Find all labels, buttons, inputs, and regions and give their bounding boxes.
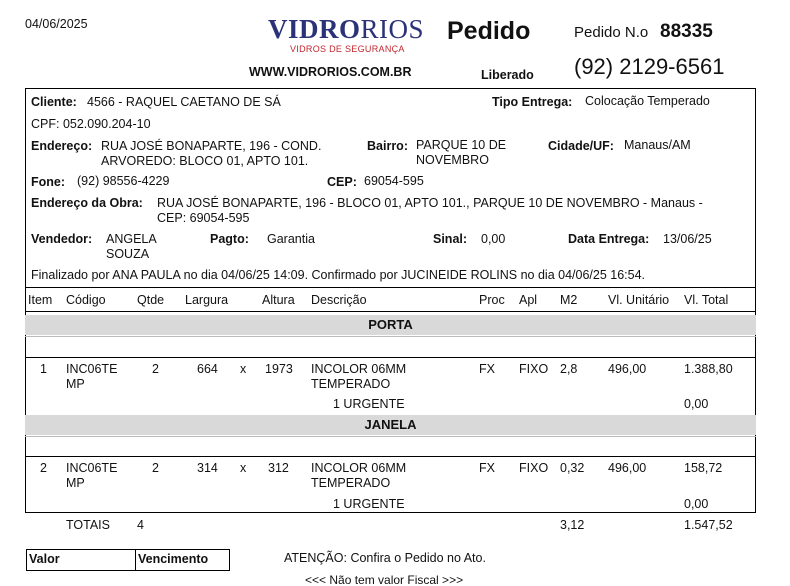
phone-label: Fone: <box>31 175 66 189</box>
row1-times: x <box>240 362 247 376</box>
print-date: 04/06/2025 <box>25 17 88 31</box>
city-value: Manaus/AM <box>624 138 691 152</box>
cep-label: CEP: <box>327 175 357 189</box>
row1-extra-total: 0,00 <box>684 397 709 411</box>
col-header-total: Vl. Total <box>684 293 729 307</box>
row1-width: 664 <box>197 362 218 376</box>
col-header-code: Código <box>66 293 106 307</box>
row2-application: FIXO <box>519 461 549 475</box>
col-header-height: Altura <box>262 293 295 307</box>
row2-extra-total: 0,00 <box>684 497 709 511</box>
delivery-type-value: Colocação Temperado <box>585 94 710 108</box>
group-header-janela: JANELA <box>25 415 756 435</box>
row2-unit-price: 496,00 <box>608 461 647 475</box>
totals-amount: 1.547,52 <box>684 518 733 532</box>
phone-value: (92) 98556-4229 <box>77 174 170 188</box>
row1-desc-line2: TEMPERADO <box>311 377 391 391</box>
deposit-label: Sinal: <box>433 232 468 246</box>
row1-extra-label: 1 URGENTE <box>333 397 405 411</box>
row2-extra-label: 1 URGENTE <box>333 497 405 511</box>
order-number-label: Pedido N.o <box>574 24 649 41</box>
finalized-info: Finalizado por ANA PAULA no dia 04/06/25 14:09. Confirmado por JUCINEIDE ROLINS no dia 04/06/25 16:54. <box>31 268 646 282</box>
row2-item: 2 <box>40 461 47 475</box>
logo-text-part1: VIDRO <box>268 14 361 44</box>
totals-divider <box>25 512 756 513</box>
value-box <box>26 549 136 571</box>
due-date-box <box>135 549 230 571</box>
row2-process: FX <box>479 461 495 475</box>
seller-label: Vendedor: <box>31 232 93 246</box>
cpf-text: CPF: 052.090.204-10 <box>31 117 151 131</box>
city-label: Cidade/UF: <box>548 139 614 153</box>
delivery-date-value: 13/06/25 <box>663 232 712 246</box>
client-label: Cliente: <box>31 95 77 109</box>
address-line2: ARVOREDO: BLOCO 01, APTO 101. <box>101 154 309 168</box>
col-header-qty: Qtde <box>137 293 165 307</box>
address-line1: RUA JOSÉ BONAPARTE, 196 - COND. <box>101 139 322 153</box>
row2-desc-line1: INCOLOR 06MM <box>311 461 407 475</box>
col-header-width: Largura <box>185 293 229 307</box>
seller-line2: SOUZA <box>106 247 150 261</box>
row2-qty: 2 <box>152 461 159 475</box>
row1-total: 1.388,80 <box>684 362 733 376</box>
district-line1: PARQUE 10 DE <box>416 138 507 152</box>
due-date-label: Vencimento <box>138 552 209 566</box>
district-label: Bairro: <box>367 139 408 153</box>
totals-label: TOTAIS <box>66 518 110 532</box>
seller-line1: ANGELA <box>106 232 157 246</box>
row2-total: 158,72 <box>684 461 723 475</box>
row1-code-line1: INC06TE <box>66 362 118 376</box>
payment-value: Garantia <box>267 232 315 246</box>
company-logo <box>268 14 424 45</box>
district-line2: NOVEMBRO <box>416 153 489 167</box>
row-divider <box>25 456 756 457</box>
site-address-line1: RUA JOSÉ BONAPARTE, 196 - BLOCO 01, APTO 101., PARQUE 10 DE NOVEMBRO - Manaus - <box>157 196 703 210</box>
cep-value: 69054-595 <box>364 174 424 188</box>
delivery-type-label: Tipo Entrega: <box>492 95 573 109</box>
col-header-item: Item <box>28 293 53 307</box>
site-address-line2: CEP: 69054-595 <box>157 211 250 225</box>
row2-code-line1: INC06TE <box>66 461 118 475</box>
row1-code-line2: MP <box>66 377 85 391</box>
site-address-label: Endereço da Obra: <box>31 196 143 210</box>
group-divider <box>25 436 756 437</box>
document-title: Pedido <box>447 17 531 45</box>
company-website: WWW.VIDRORIOS.COM.BR <box>249 65 412 79</box>
row2-width: 314 <box>197 461 218 475</box>
row1-unit-price: 496,00 <box>608 362 647 376</box>
row1-item: 1 <box>40 362 47 376</box>
row1-height: 1973 <box>265 362 293 376</box>
attention-notice: ATENÇÃO: Confira o Pedido no Ato. <box>284 551 486 565</box>
row2-height: 312 <box>268 461 289 475</box>
row1-qty: 2 <box>152 362 159 376</box>
col-header-application: Apl <box>519 293 538 307</box>
order-number: 88335 <box>660 21 713 42</box>
col-header-description: Descrição <box>311 293 367 307</box>
totals-qty: 4 <box>137 518 144 532</box>
row1-m2: 2,8 <box>560 362 578 376</box>
client-value: 4566 - RAQUEL CAETANO DE SÁ <box>87 95 281 109</box>
no-fiscal-notice: <<< Não tem valor Fiscal >>> <box>305 573 464 586</box>
group-header-porta: PORTA <box>25 315 756 335</box>
company-phone: (92) 2129-6561 <box>574 54 725 79</box>
delivery-date-label: Data Entrega: <box>568 232 650 246</box>
row2-m2: 0,32 <box>560 461 585 475</box>
col-header-m2: M2 <box>560 293 578 307</box>
order-status: Liberado <box>481 68 534 82</box>
row2-desc-line2: TEMPERADO <box>311 476 391 490</box>
deposit-value: 0,00 <box>481 232 506 246</box>
col-header-unit-price: Vl. Unitário <box>608 293 670 307</box>
row2-code-line2: MP <box>66 476 85 490</box>
logo-text-part2: RIOS <box>360 14 425 44</box>
payment-label: Pagto: <box>210 232 249 246</box>
table-header-divider <box>25 311 756 312</box>
logo-subtitle: VIDROS DE SEGURANÇA <box>290 44 405 54</box>
totals-m2: 3,12 <box>560 518 585 532</box>
row1-process: FX <box>479 362 495 376</box>
value-label: Valor <box>29 552 60 566</box>
row1-application: FIXO <box>519 362 549 376</box>
col-header-process: Proc <box>479 293 505 307</box>
row2-times: x <box>240 461 247 475</box>
row1-desc-line1: INCOLOR 06MM <box>311 362 407 376</box>
address-label: Endereço: <box>31 139 93 153</box>
group-divider <box>25 336 756 337</box>
row-divider <box>25 357 756 358</box>
